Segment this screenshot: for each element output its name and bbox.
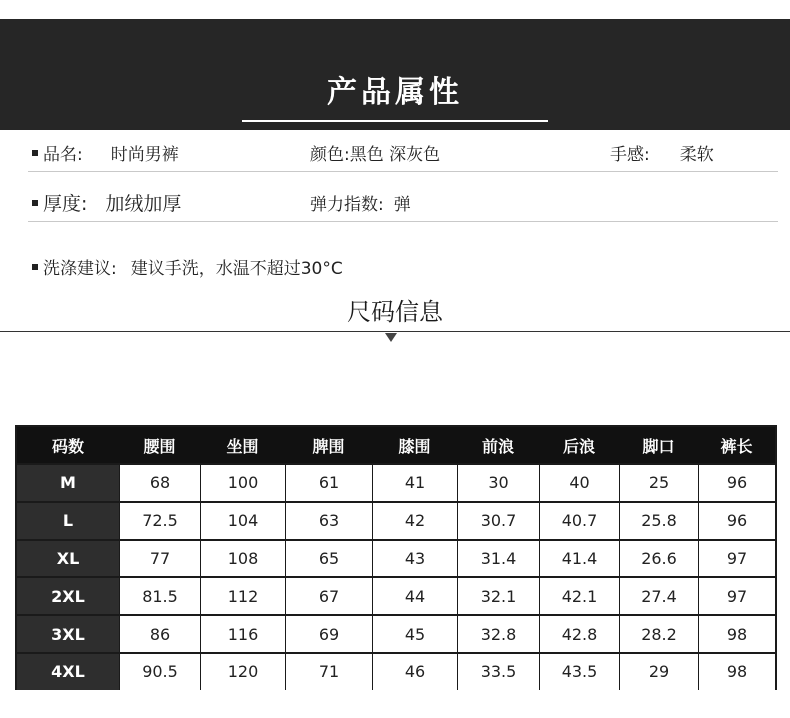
attr-elasticity (310, 190, 411, 215)
attr-feel (610, 140, 714, 165)
table-cell: 69 (285, 614, 372, 652)
table-cell: 68 (119, 463, 200, 501)
size-label-cell: M (17, 463, 119, 501)
table-cell: 41 (372, 463, 457, 501)
table-cell: 65 (285, 539, 372, 577)
size-label-cell: XL (17, 539, 119, 577)
table-cell: 27.4 (619, 576, 698, 614)
attr-feel-label: 手感: (610, 145, 650, 165)
table-cell: 29 (619, 652, 698, 690)
table-cell: 61 (285, 463, 372, 501)
table-cell: 77 (119, 539, 200, 577)
attr-feel-value: 柔软 (679, 145, 714, 165)
table-cell: 44 (372, 576, 457, 614)
size-label-cell: 3XL (17, 614, 119, 652)
attr-color-value: 黑色 深灰色 (349, 145, 441, 165)
table-cell: 31.4 (457, 539, 539, 577)
page-title: 产品属性 (327, 75, 463, 110)
table-cell: 108 (200, 539, 285, 577)
table-cell: 26.6 (619, 539, 698, 577)
table-cell: 40 (539, 463, 619, 501)
attr-washing (32, 254, 343, 279)
title-underline (242, 120, 548, 122)
table-cell: 45 (372, 614, 457, 652)
table-cell: 40.7 (539, 501, 619, 539)
table-cell: 71 (285, 652, 372, 690)
table-cell: 90.5 (119, 652, 200, 690)
attr-name (32, 140, 179, 165)
table-cell: 30.7 (457, 501, 539, 539)
table-cell: 43 (372, 539, 457, 577)
table-cell: 81.5 (119, 576, 200, 614)
table-header-cell: 码数 (51, 436, 84, 456)
table-cell: 25.8 (619, 501, 698, 539)
table-cell: 98 (698, 652, 775, 690)
table-cell: 67 (285, 576, 372, 614)
table-row (17, 539, 775, 577)
table-cell: 32.1 (457, 576, 539, 614)
table-cell: 96 (698, 501, 775, 539)
table-row (17, 501, 775, 539)
table-header-cell: 裤长 (720, 436, 753, 456)
table-header-cell: 膝围 (398, 436, 431, 456)
table-cell: 41.4 (539, 539, 619, 577)
table-cell: 32.8 (457, 614, 539, 652)
attr-elasticity-label: 弹力指数: (310, 195, 384, 215)
table-cell: 42 (372, 501, 457, 539)
table-row (17, 576, 775, 614)
table-cell: 112 (200, 576, 285, 614)
table-cell: 43.5 (539, 652, 619, 690)
table-cell: 104 (200, 501, 285, 539)
size-label-cell: 4XL (17, 652, 119, 690)
table-header-row (17, 427, 775, 463)
table-cell: 25 (619, 463, 698, 501)
bullet-icon (32, 150, 38, 156)
table-header-cell: 后浪 (562, 436, 595, 456)
table-header-cell: 脚口 (642, 436, 675, 456)
size-table (15, 425, 777, 690)
table-cell: 42.8 (539, 614, 619, 652)
table-cell: 100 (200, 463, 285, 501)
table-cell: 96 (698, 463, 775, 501)
attr-name-label: 品名: (43, 145, 83, 165)
attr-thickness-value: 加绒加厚 (105, 193, 182, 215)
table-header-cell: 腰围 (143, 436, 176, 456)
section-divider (0, 331, 790, 332)
attr-washing-label: 洗涤建议: (43, 259, 117, 279)
table-cell: 28.2 (619, 614, 698, 652)
bullet-icon (32, 200, 38, 206)
table-header-cell: 脾围 (312, 436, 345, 456)
arrow-down-icon (385, 333, 397, 342)
table-cell: 46 (372, 652, 457, 690)
table-row (17, 652, 775, 690)
table-cell: 98 (698, 614, 775, 652)
bullet-icon (32, 264, 38, 270)
table-cell: 86 (119, 614, 200, 652)
table-row (17, 463, 775, 501)
table-cell: 63 (285, 501, 372, 539)
table-cell: 33.5 (457, 652, 539, 690)
table-cell: 97 (698, 539, 775, 577)
divider (28, 171, 778, 172)
table-header-cell: 坐围 (226, 436, 259, 456)
size-label-cell: 2XL (17, 576, 119, 614)
table-cell: 42.1 (539, 576, 619, 614)
table-cell: 120 (200, 652, 285, 690)
table-cell: 97 (698, 576, 775, 614)
attr-color-label: 颜色: (310, 145, 350, 165)
table-cell: 116 (200, 614, 285, 652)
header-banner (0, 19, 790, 130)
attr-color (310, 140, 440, 165)
attr-elasticity-value: 弹 (393, 195, 411, 215)
attr-washing-value: 建议手洗，水温不超过30°C (130, 259, 343, 279)
size-label-cell: L (17, 501, 119, 539)
divider (28, 221, 778, 222)
section-title: 尺码信息 (347, 298, 443, 326)
table-cell: 30 (457, 463, 539, 501)
table-header-cell: 前浪 (481, 436, 514, 456)
table-row (17, 614, 775, 652)
table-cell: 72.5 (119, 501, 200, 539)
attr-name-value: 时尚男裤 (110, 145, 179, 165)
attr-thickness (32, 189, 181, 216)
attr-thickness-label: 厚度: (43, 193, 88, 215)
